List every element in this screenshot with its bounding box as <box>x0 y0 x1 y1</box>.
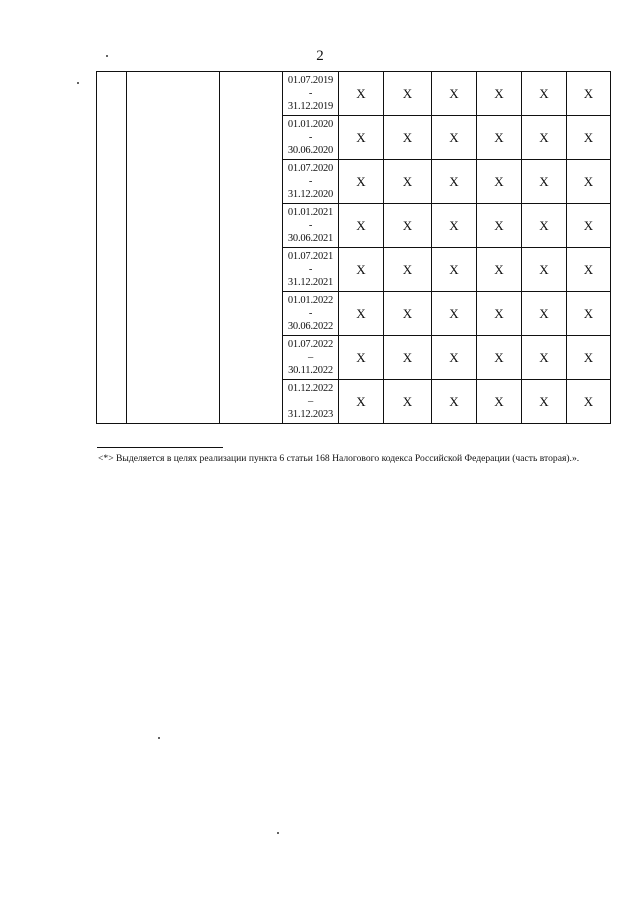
footnote: <*> Выделяется в целях реализации пункта 6 статьи 168 Налогового кодекса Российской Федерации (часть вторая).». <box>98 453 580 464</box>
mark-cell: X <box>432 116 477 160</box>
scan-speck <box>77 82 79 84</box>
mark-cell: X <box>384 116 432 160</box>
period-sep: - <box>308 176 313 187</box>
period-end: 30.11.2022 <box>288 365 333 376</box>
period-sep: - <box>308 308 313 319</box>
footnote-rule <box>97 447 223 448</box>
mark-cell: X <box>567 336 611 380</box>
period-cell <box>283 380 339 424</box>
mark-cell: X <box>567 160 611 204</box>
period-start: 01.07.2020 <box>287 163 334 174</box>
mark-cell: X <box>477 160 522 204</box>
period-cell <box>283 204 339 248</box>
period-sep: - <box>308 220 313 231</box>
period-sep: - <box>308 88 313 99</box>
mark-cell: X <box>567 72 611 116</box>
period-sep: – <box>307 396 314 407</box>
period-sep: - <box>308 264 313 275</box>
period-end: 30.06.2021 <box>287 233 334 244</box>
period-cell <box>283 248 339 292</box>
period-cell <box>283 292 339 336</box>
period-end: 30.06.2022 <box>287 321 334 332</box>
mark-cell: X <box>567 380 611 424</box>
mark-cell: X <box>522 72 567 116</box>
period-cell <box>283 72 339 116</box>
empty-cell-mid <box>220 72 283 424</box>
mark-cell: X <box>477 336 522 380</box>
mark-cell: X <box>522 204 567 248</box>
mark-cell: X <box>432 292 477 336</box>
mark-cell: X <box>567 204 611 248</box>
mark-cell: X <box>339 380 384 424</box>
mark-cell: X <box>522 292 567 336</box>
table-row <box>97 72 611 116</box>
mark-cell: X <box>522 116 567 160</box>
period-end: 31.12.2021 <box>287 277 334 288</box>
mark-cell: X <box>339 248 384 292</box>
mark-cell: X <box>384 72 432 116</box>
period-end: 30.06.2020 <box>287 145 334 156</box>
mark-cell: X <box>384 292 432 336</box>
mark-cell: X <box>567 292 611 336</box>
scan-speck <box>106 55 108 57</box>
period-end: 31.12.2020 <box>287 189 334 200</box>
empty-cell-wide <box>127 72 220 424</box>
mark-cell: X <box>384 380 432 424</box>
mark-cell: X <box>384 204 432 248</box>
mark-cell: X <box>384 160 432 204</box>
mark-cell: X <box>522 248 567 292</box>
mark-cell: X <box>339 292 384 336</box>
mark-cell: X <box>432 380 477 424</box>
mark-cell: X <box>477 380 522 424</box>
period-cell <box>283 116 339 160</box>
period-start: 01.12.2022 <box>287 383 334 394</box>
page-number: 2 <box>316 48 324 64</box>
period-cell <box>283 160 339 204</box>
mark-cell: X <box>432 248 477 292</box>
period-sep: - <box>308 132 313 143</box>
period-end: 31.12.2023 <box>287 409 334 420</box>
mark-cell: X <box>567 116 611 160</box>
mark-cell: X <box>477 116 522 160</box>
scan-speck <box>277 832 279 834</box>
period-end: 31.12.2019 <box>287 101 334 112</box>
mark-cell: X <box>522 160 567 204</box>
mark-cell: X <box>432 204 477 248</box>
mark-cell: X <box>432 72 477 116</box>
mark-cell: X <box>567 248 611 292</box>
scan-speck <box>158 737 160 739</box>
period-start: 01.07.2019 <box>287 75 334 86</box>
mark-cell: X <box>339 204 384 248</box>
mark-cell: X <box>477 204 522 248</box>
mark-cell: X <box>384 336 432 380</box>
period-start: 01.01.2021 <box>287 207 334 218</box>
mark-cell: X <box>339 72 384 116</box>
mark-cell: X <box>432 336 477 380</box>
mark-cell: X <box>477 292 522 336</box>
mark-cell: X <box>339 160 384 204</box>
empty-cell-narrow <box>97 72 127 424</box>
mark-cell: X <box>477 248 522 292</box>
mark-cell: X <box>432 160 477 204</box>
table-body <box>97 72 611 424</box>
period-cell <box>283 336 339 380</box>
mark-cell: X <box>522 380 567 424</box>
period-start: 01.07.2021 <box>287 251 334 262</box>
period-start: 01.07.2022 <box>287 339 334 350</box>
period-sep: – <box>307 352 314 363</box>
period-start: 01.01.2022 <box>287 295 334 306</box>
mark-cell: X <box>384 248 432 292</box>
mark-cell: X <box>339 116 384 160</box>
mark-cell: X <box>522 336 567 380</box>
mark-cell: X <box>477 72 522 116</box>
period-table <box>96 71 611 424</box>
period-start: 01.01.2020 <box>287 119 334 130</box>
mark-cell: X <box>339 336 384 380</box>
